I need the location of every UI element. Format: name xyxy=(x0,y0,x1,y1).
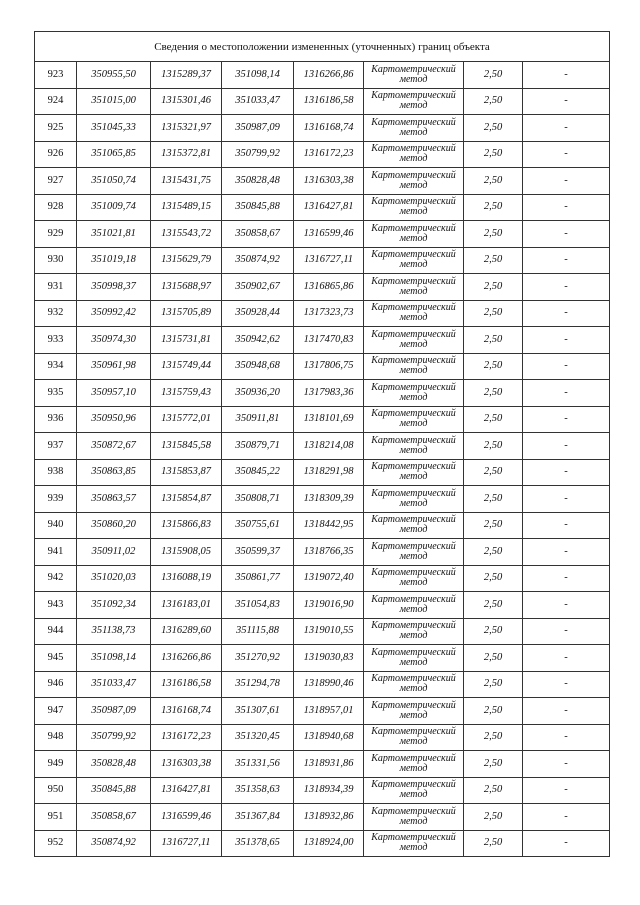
point-number-cell: 937 xyxy=(35,433,77,460)
table-row xyxy=(35,194,610,221)
new-x-cell: 350828,48 xyxy=(222,168,294,195)
table-title-row xyxy=(35,32,610,62)
point-number-cell: 935 xyxy=(35,380,77,407)
table-row xyxy=(35,327,610,354)
method-cell: Картометрический метод xyxy=(364,645,464,672)
extra-cell: - xyxy=(523,433,610,460)
old-y-cell: 1316186,58 xyxy=(151,671,222,698)
old-x-cell: 351015,00 xyxy=(77,88,151,115)
accuracy-cell: 2,50 xyxy=(464,300,523,327)
table-title: Сведения о местоположении измененных (уточненных) границ объекта xyxy=(35,32,610,62)
new-x-cell: 350942,62 xyxy=(222,327,294,354)
extra-cell: - xyxy=(523,274,610,301)
table-row xyxy=(35,592,610,619)
new-y-cell: 1317323,73 xyxy=(294,300,364,327)
table-row xyxy=(35,698,610,725)
extra-cell: - xyxy=(523,221,610,248)
old-x-cell: 350961,98 xyxy=(77,353,151,380)
new-y-cell: 1318291,98 xyxy=(294,459,364,486)
point-number-cell: 932 xyxy=(35,300,77,327)
boundary-document xyxy=(34,31,609,857)
point-number-cell: 934 xyxy=(35,353,77,380)
accuracy-cell: 2,50 xyxy=(464,88,523,115)
new-x-cell: 350874,92 xyxy=(222,247,294,274)
old-y-cell: 1316088,19 xyxy=(151,565,222,592)
old-x-cell: 350957,10 xyxy=(77,380,151,407)
table-row xyxy=(35,115,610,142)
new-x-cell: 351378,65 xyxy=(222,830,294,857)
extra-cell: - xyxy=(523,406,610,433)
table-row xyxy=(35,380,610,407)
new-y-cell: 1316427,81 xyxy=(294,194,364,221)
method-cell: Картометрический метод xyxy=(364,459,464,486)
extra-cell: - xyxy=(523,804,610,831)
extra-cell: - xyxy=(523,486,610,513)
new-x-cell: 351358,63 xyxy=(222,777,294,804)
new-x-cell: 350928,44 xyxy=(222,300,294,327)
old-y-cell: 1315908,05 xyxy=(151,539,222,566)
old-y-cell: 1316727,11 xyxy=(151,830,222,857)
accuracy-cell: 2,50 xyxy=(464,141,523,168)
old-y-cell: 1315731,81 xyxy=(151,327,222,354)
extra-cell: - xyxy=(523,565,610,592)
old-x-cell: 351050,74 xyxy=(77,168,151,195)
point-number-cell: 947 xyxy=(35,698,77,725)
new-y-cell: 1316266,86 xyxy=(294,62,364,89)
old-x-cell: 351065,85 xyxy=(77,141,151,168)
accuracy-cell: 2,50 xyxy=(464,645,523,672)
new-x-cell: 350861,77 xyxy=(222,565,294,592)
old-x-cell: 350860,20 xyxy=(77,512,151,539)
new-y-cell: 1318766,35 xyxy=(294,539,364,566)
old-x-cell: 350828,48 xyxy=(77,751,151,778)
old-x-cell: 350845,88 xyxy=(77,777,151,804)
point-number-cell: 951 xyxy=(35,804,77,831)
new-y-cell: 1316303,38 xyxy=(294,168,364,195)
old-y-cell: 1316289,60 xyxy=(151,618,222,645)
method-cell: Картометрический метод xyxy=(364,115,464,142)
accuracy-cell: 2,50 xyxy=(464,353,523,380)
accuracy-cell: 2,50 xyxy=(464,62,523,89)
point-number-cell: 946 xyxy=(35,671,77,698)
table-row xyxy=(35,671,610,698)
method-cell: Картометрический метод xyxy=(364,512,464,539)
old-y-cell: 1316172,23 xyxy=(151,724,222,751)
accuracy-cell: 2,50 xyxy=(464,274,523,301)
new-y-cell: 1319010,55 xyxy=(294,618,364,645)
table-row xyxy=(35,300,610,327)
point-number-cell: 929 xyxy=(35,221,77,248)
old-x-cell: 350987,09 xyxy=(77,698,151,725)
old-y-cell: 1316168,74 xyxy=(151,698,222,725)
new-y-cell: 1319016,90 xyxy=(294,592,364,619)
accuracy-cell: 2,50 xyxy=(464,565,523,592)
point-number-cell: 939 xyxy=(35,486,77,513)
extra-cell: - xyxy=(523,115,610,142)
old-x-cell: 351045,33 xyxy=(77,115,151,142)
accuracy-cell: 2,50 xyxy=(464,486,523,513)
accuracy-cell: 2,50 xyxy=(464,115,523,142)
extra-cell: - xyxy=(523,751,610,778)
method-cell: Картометрический метод xyxy=(364,724,464,751)
new-y-cell: 1317806,75 xyxy=(294,353,364,380)
accuracy-cell: 2,50 xyxy=(464,459,523,486)
new-y-cell: 1316599,46 xyxy=(294,221,364,248)
extra-cell: - xyxy=(523,592,610,619)
new-y-cell: 1318309,39 xyxy=(294,486,364,513)
table-row xyxy=(35,221,610,248)
method-cell: Картометрический метод xyxy=(364,539,464,566)
method-cell: Картометрический метод xyxy=(364,88,464,115)
new-x-cell: 350845,22 xyxy=(222,459,294,486)
accuracy-cell: 2,50 xyxy=(464,804,523,831)
table-row xyxy=(35,486,610,513)
table-row xyxy=(35,777,610,804)
point-number-cell: 952 xyxy=(35,830,77,857)
extra-cell: - xyxy=(523,724,610,751)
new-y-cell: 1316727,11 xyxy=(294,247,364,274)
new-x-cell: 350599,37 xyxy=(222,539,294,566)
new-x-cell: 350987,09 xyxy=(222,115,294,142)
method-cell: Картометрический метод xyxy=(364,327,464,354)
old-y-cell: 1315845,58 xyxy=(151,433,222,460)
old-x-cell: 351019,18 xyxy=(77,247,151,274)
old-x-cell: 350950,96 xyxy=(77,406,151,433)
method-cell: Картометрический метод xyxy=(364,141,464,168)
old-x-cell: 350863,57 xyxy=(77,486,151,513)
extra-cell: - xyxy=(523,512,610,539)
new-y-cell: 1319030,83 xyxy=(294,645,364,672)
method-cell: Картометрический метод xyxy=(364,62,464,89)
old-y-cell: 1315629,79 xyxy=(151,247,222,274)
old-y-cell: 1316599,46 xyxy=(151,804,222,831)
new-x-cell: 350936,20 xyxy=(222,380,294,407)
point-number-cell: 927 xyxy=(35,168,77,195)
new-y-cell: 1318931,86 xyxy=(294,751,364,778)
old-y-cell: 1315372,81 xyxy=(151,141,222,168)
extra-cell: - xyxy=(523,539,610,566)
accuracy-cell: 2,50 xyxy=(464,671,523,698)
method-cell: Картометрический метод xyxy=(364,618,464,645)
accuracy-cell: 2,50 xyxy=(464,512,523,539)
new-x-cell: 351320,45 xyxy=(222,724,294,751)
new-x-cell: 350755,61 xyxy=(222,512,294,539)
table-body xyxy=(35,62,610,857)
new-x-cell: 350845,88 xyxy=(222,194,294,221)
new-y-cell: 1317983,36 xyxy=(294,380,364,407)
extra-cell: - xyxy=(523,62,610,89)
boundary-table xyxy=(34,31,610,857)
table-row xyxy=(35,274,610,301)
table-row xyxy=(35,830,610,857)
old-y-cell: 1315688,97 xyxy=(151,274,222,301)
old-x-cell: 351021,81 xyxy=(77,221,151,248)
old-x-cell: 351020,03 xyxy=(77,565,151,592)
old-x-cell: 351009,74 xyxy=(77,194,151,221)
point-number-cell: 928 xyxy=(35,194,77,221)
old-y-cell: 1315749,44 xyxy=(151,353,222,380)
point-number-cell: 933 xyxy=(35,327,77,354)
point-number-cell: 942 xyxy=(35,565,77,592)
method-cell: Картометрический метод xyxy=(364,274,464,301)
table-row xyxy=(35,433,610,460)
old-y-cell: 1315489,15 xyxy=(151,194,222,221)
point-number-cell: 944 xyxy=(35,618,77,645)
method-cell: Картометрический метод xyxy=(364,777,464,804)
table-row xyxy=(35,247,610,274)
new-x-cell: 351307,61 xyxy=(222,698,294,725)
new-y-cell: 1316186,58 xyxy=(294,88,364,115)
new-y-cell: 1318442,95 xyxy=(294,512,364,539)
new-x-cell: 351270,92 xyxy=(222,645,294,672)
accuracy-cell: 2,50 xyxy=(464,380,523,407)
accuracy-cell: 2,50 xyxy=(464,724,523,751)
new-y-cell: 1318940,68 xyxy=(294,724,364,751)
table-row xyxy=(35,459,610,486)
table-row xyxy=(35,565,610,592)
old-x-cell: 350874,92 xyxy=(77,830,151,857)
new-y-cell: 1318924,00 xyxy=(294,830,364,857)
new-y-cell: 1316168,74 xyxy=(294,115,364,142)
new-x-cell: 350858,67 xyxy=(222,221,294,248)
new-y-cell: 1318990,46 xyxy=(294,671,364,698)
new-y-cell: 1318934,39 xyxy=(294,777,364,804)
method-cell: Картометрический метод xyxy=(364,751,464,778)
new-y-cell: 1318101,69 xyxy=(294,406,364,433)
extra-cell: - xyxy=(523,194,610,221)
extra-cell: - xyxy=(523,168,610,195)
old-x-cell: 350872,67 xyxy=(77,433,151,460)
old-x-cell: 351033,47 xyxy=(77,671,151,698)
new-y-cell: 1319072,40 xyxy=(294,565,364,592)
table-row xyxy=(35,141,610,168)
extra-cell: - xyxy=(523,830,610,857)
old-y-cell: 1315866,83 xyxy=(151,512,222,539)
old-x-cell: 351092,34 xyxy=(77,592,151,619)
point-number-cell: 926 xyxy=(35,141,77,168)
extra-cell: - xyxy=(523,141,610,168)
old-y-cell: 1315759,43 xyxy=(151,380,222,407)
new-y-cell: 1318214,08 xyxy=(294,433,364,460)
accuracy-cell: 2,50 xyxy=(464,433,523,460)
new-x-cell: 351294,78 xyxy=(222,671,294,698)
accuracy-cell: 2,50 xyxy=(464,592,523,619)
new-x-cell: 350799,92 xyxy=(222,141,294,168)
old-x-cell: 350858,67 xyxy=(77,804,151,831)
old-y-cell: 1315543,72 xyxy=(151,221,222,248)
old-x-cell: 350974,30 xyxy=(77,327,151,354)
method-cell: Картометрический метод xyxy=(364,671,464,698)
point-number-cell: 940 xyxy=(35,512,77,539)
method-cell: Картометрический метод xyxy=(364,353,464,380)
table-row xyxy=(35,353,610,380)
new-y-cell: 1316865,86 xyxy=(294,274,364,301)
method-cell: Картометрический метод xyxy=(364,380,464,407)
point-number-cell: 923 xyxy=(35,62,77,89)
extra-cell: - xyxy=(523,698,610,725)
accuracy-cell: 2,50 xyxy=(464,539,523,566)
method-cell: Картометрический метод xyxy=(364,804,464,831)
table-row xyxy=(35,62,610,89)
table-row xyxy=(35,724,610,751)
accuracy-cell: 2,50 xyxy=(464,618,523,645)
point-number-cell: 945 xyxy=(35,645,77,672)
old-y-cell: 1316303,38 xyxy=(151,751,222,778)
new-x-cell: 350948,68 xyxy=(222,353,294,380)
point-number-cell: 941 xyxy=(35,539,77,566)
new-y-cell: 1317470,83 xyxy=(294,327,364,354)
accuracy-cell: 2,50 xyxy=(464,168,523,195)
new-y-cell: 1318932,86 xyxy=(294,804,364,831)
new-x-cell: 351367,84 xyxy=(222,804,294,831)
old-y-cell: 1315853,87 xyxy=(151,459,222,486)
new-x-cell: 350879,71 xyxy=(222,433,294,460)
old-x-cell: 350992,42 xyxy=(77,300,151,327)
old-x-cell: 350863,85 xyxy=(77,459,151,486)
method-cell: Картометрический метод xyxy=(364,433,464,460)
old-y-cell: 1315854,87 xyxy=(151,486,222,513)
accuracy-cell: 2,50 xyxy=(464,194,523,221)
extra-cell: - xyxy=(523,88,610,115)
old-y-cell: 1316183,01 xyxy=(151,592,222,619)
old-y-cell: 1315772,01 xyxy=(151,406,222,433)
method-cell: Картометрический метод xyxy=(364,406,464,433)
new-x-cell: 351054,83 xyxy=(222,592,294,619)
point-number-cell: 924 xyxy=(35,88,77,115)
accuracy-cell: 2,50 xyxy=(464,830,523,857)
old-x-cell: 351098,14 xyxy=(77,645,151,672)
extra-cell: - xyxy=(523,353,610,380)
method-cell: Картометрический метод xyxy=(364,194,464,221)
method-cell: Картометрический метод xyxy=(364,168,464,195)
accuracy-cell: 2,50 xyxy=(464,406,523,433)
accuracy-cell: 2,50 xyxy=(464,221,523,248)
method-cell: Картометрический метод xyxy=(364,486,464,513)
new-x-cell: 350911,81 xyxy=(222,406,294,433)
accuracy-cell: 2,50 xyxy=(464,777,523,804)
table-row xyxy=(35,751,610,778)
new-y-cell: 1318957,01 xyxy=(294,698,364,725)
new-x-cell: 351033,47 xyxy=(222,88,294,115)
extra-cell: - xyxy=(523,380,610,407)
extra-cell: - xyxy=(523,247,610,274)
point-number-cell: 938 xyxy=(35,459,77,486)
extra-cell: - xyxy=(523,327,610,354)
table-row xyxy=(35,512,610,539)
extra-cell: - xyxy=(523,777,610,804)
method-cell: Картометрический метод xyxy=(364,247,464,274)
old-y-cell: 1315321,97 xyxy=(151,115,222,142)
extra-cell: - xyxy=(523,300,610,327)
point-number-cell: 936 xyxy=(35,406,77,433)
old-y-cell: 1316266,86 xyxy=(151,645,222,672)
accuracy-cell: 2,50 xyxy=(464,247,523,274)
table-row xyxy=(35,804,610,831)
new-x-cell: 351098,14 xyxy=(222,62,294,89)
old-x-cell: 351138,73 xyxy=(77,618,151,645)
extra-cell: - xyxy=(523,645,610,672)
point-number-cell: 925 xyxy=(35,115,77,142)
new-x-cell: 351115,88 xyxy=(222,618,294,645)
table-row xyxy=(35,645,610,672)
method-cell: Картометрический метод xyxy=(364,300,464,327)
old-y-cell: 1315705,89 xyxy=(151,300,222,327)
extra-cell: - xyxy=(523,671,610,698)
point-number-cell: 950 xyxy=(35,777,77,804)
old-y-cell: 1315431,75 xyxy=(151,168,222,195)
old-x-cell: 350955,50 xyxy=(77,62,151,89)
point-number-cell: 949 xyxy=(35,751,77,778)
point-number-cell: 931 xyxy=(35,274,77,301)
method-cell: Картометрический метод xyxy=(364,221,464,248)
old-y-cell: 1315289,37 xyxy=(151,62,222,89)
old-x-cell: 350998,37 xyxy=(77,274,151,301)
old-x-cell: 350911,02 xyxy=(77,539,151,566)
table-row xyxy=(35,406,610,433)
method-cell: Картометрический метод xyxy=(364,698,464,725)
accuracy-cell: 2,50 xyxy=(464,327,523,354)
method-cell: Картометрический метод xyxy=(364,565,464,592)
method-cell: Картометрический метод xyxy=(364,592,464,619)
new-y-cell: 1316172,23 xyxy=(294,141,364,168)
old-y-cell: 1316427,81 xyxy=(151,777,222,804)
table-row xyxy=(35,539,610,566)
extra-cell: - xyxy=(523,618,610,645)
point-number-cell: 930 xyxy=(35,247,77,274)
table-row xyxy=(35,618,610,645)
old-y-cell: 1315301,46 xyxy=(151,88,222,115)
point-number-cell: 948 xyxy=(35,724,77,751)
accuracy-cell: 2,50 xyxy=(464,698,523,725)
table-row xyxy=(35,88,610,115)
new-x-cell: 350902,67 xyxy=(222,274,294,301)
method-cell: Картометрический метод xyxy=(364,830,464,857)
extra-cell: - xyxy=(523,459,610,486)
old-x-cell: 350799,92 xyxy=(77,724,151,751)
accuracy-cell: 2,50 xyxy=(464,751,523,778)
point-number-cell: 943 xyxy=(35,592,77,619)
new-x-cell: 350808,71 xyxy=(222,486,294,513)
new-x-cell: 351331,56 xyxy=(222,751,294,778)
table-row xyxy=(35,168,610,195)
